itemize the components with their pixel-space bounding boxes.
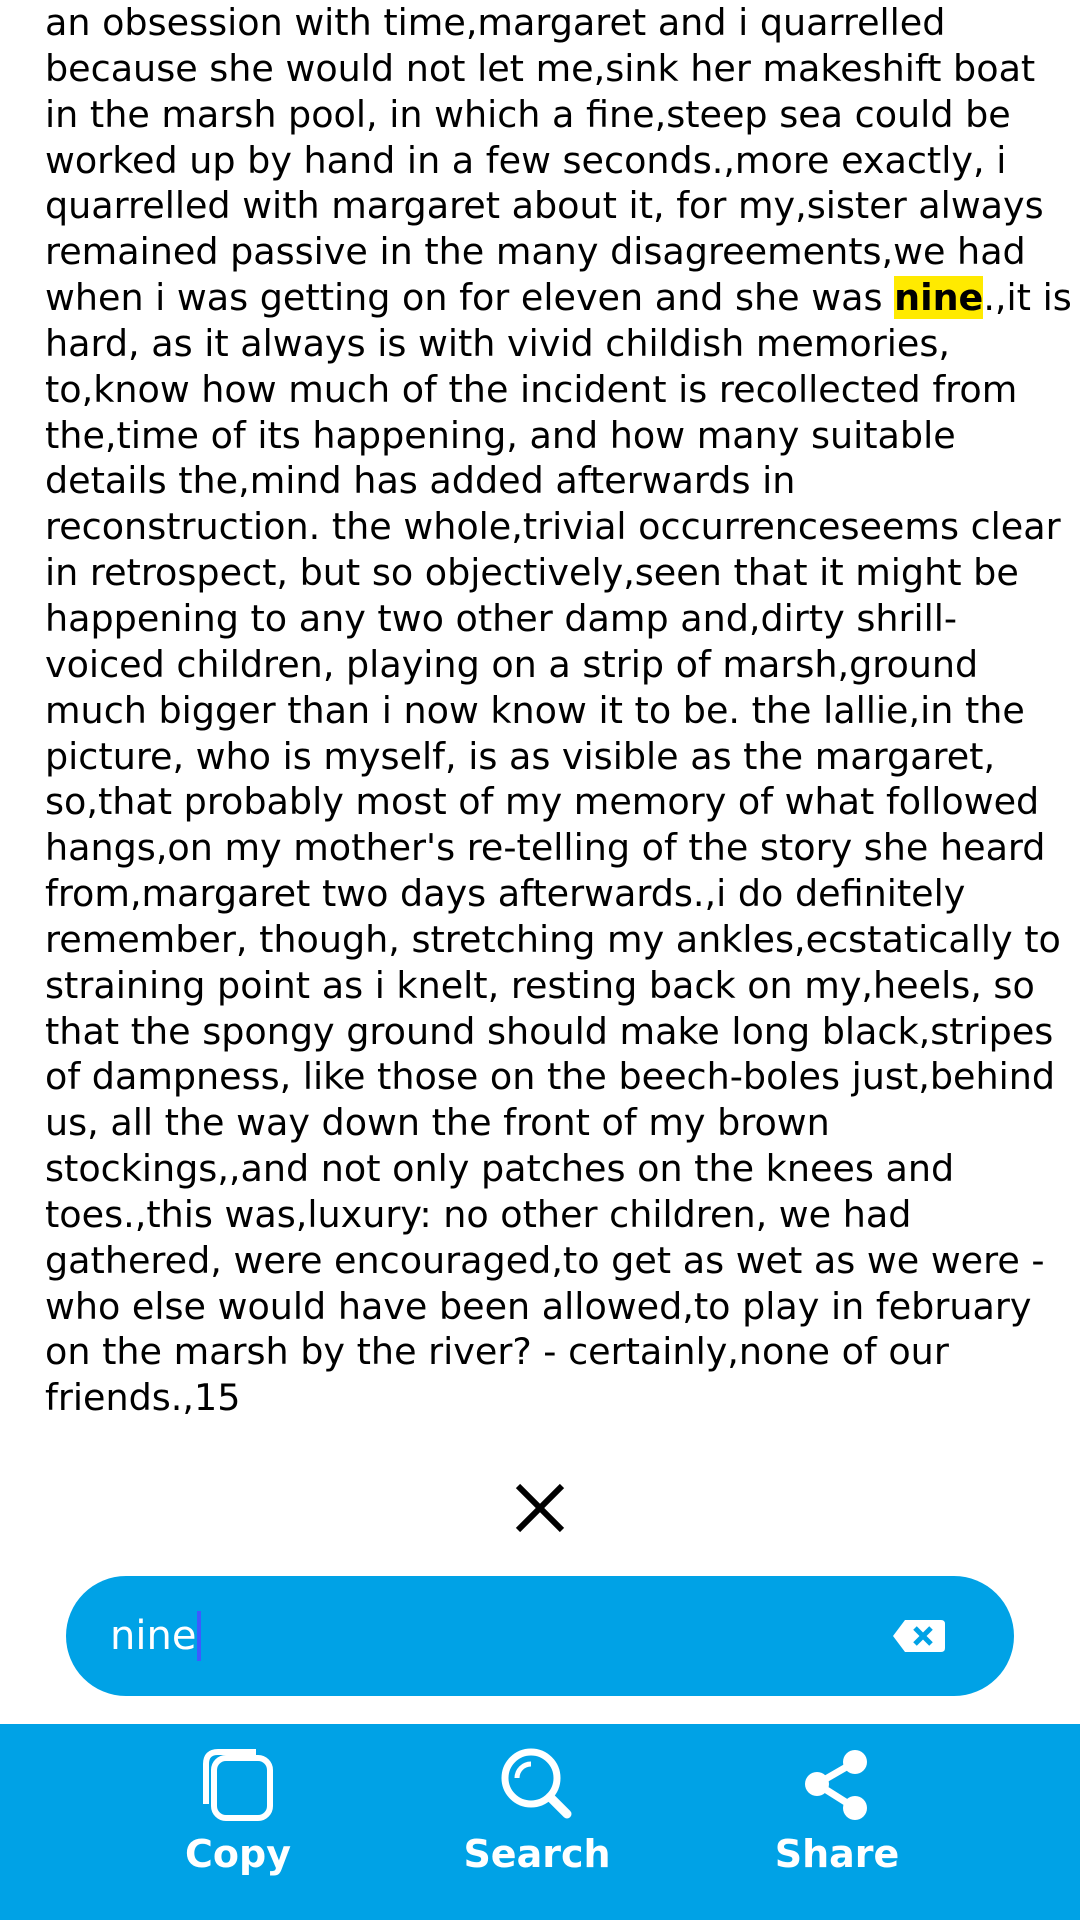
search-input[interactable]	[110, 1608, 201, 1664]
share-icon	[799, 1746, 875, 1824]
close-search-button[interactable]	[510, 1478, 570, 1538]
reader-line: that the spongy ground should make long black,stripes	[45, 1009, 1054, 1053]
reader-line	[45, 275, 1072, 321]
reader-line-text: .,it is	[983, 276, 1072, 320]
reader-line: stockings,,and not only patches on the knees and	[45, 1147, 955, 1191]
reader-line: because she would not let me,sink her makeshift boat	[45, 46, 1036, 90]
reader-line: in the marsh pool, in which a fine,steep sea could be	[45, 92, 1011, 136]
reader-line: so,that probably most of my memory of what followed	[45, 780, 1040, 824]
reader-line: quarrelled with margaret about it, for my,sister always	[45, 184, 1044, 228]
text-caret	[197, 1611, 201, 1661]
reader-text-body	[45, 0, 1072, 1421]
search-input-value: nine	[110, 1613, 197, 1659]
reader-line: much bigger than i now know it to be. the lallie,in the	[45, 688, 1025, 732]
reader-line: worked up by hand in a few seconds.,more exactly, i	[45, 138, 1007, 182]
reader-line: reconstruction. the whole,trivial occurrenceseems clear	[45, 505, 1061, 549]
share-button[interactable]	[717, 1724, 957, 1920]
bottom-toolbar	[0, 1724, 1080, 1920]
reader-line: to,know how much of the incident is recollected from	[45, 367, 1018, 411]
copy-button[interactable]	[118, 1724, 358, 1920]
reader-line: remained passive in the many disagreements,we had	[45, 230, 1026, 274]
reader-line: happening to any two other damp and,dirty shrill-	[45, 596, 958, 640]
reader-line: from,margaret two days afterwards.,i do definitely	[45, 872, 966, 916]
reader-line: straining point as i knelt, resting back on my,heels, so	[45, 963, 1035, 1007]
close-icon	[510, 1478, 570, 1538]
reader-line: toes.,this was,luxury: no other children, we had	[45, 1192, 912, 1236]
reader-line: hangs,on my mother's re-telling of the story she heard	[45, 826, 1046, 870]
copy-label: Copy	[185, 1832, 291, 1876]
reader-line: us, all the way down the front of my brown	[45, 1101, 830, 1145]
reader-line: gathered, were encouraged,to get as wet as we were -	[45, 1238, 1045, 1282]
reader-line: details the,mind has added afterwards in	[45, 459, 796, 503]
reader-line: friends.,15	[45, 1376, 241, 1420]
search-icon	[499, 1746, 575, 1824]
reader-line: in retrospect, but so objectively,seen that it might be	[45, 551, 1019, 595]
clear-search-button[interactable]	[891, 1618, 947, 1654]
reader-line: on the marsh by the river? - certainly,none of our	[45, 1330, 949, 1374]
reader-line: an obsession with time,margaret and i quarrelled	[45, 1, 946, 44]
reader-line: remember, though, stretching my ankles,ecstatically to	[45, 917, 1061, 961]
share-label: Share	[774, 1832, 900, 1876]
search-label: Search	[463, 1832, 611, 1876]
reader-line: voiced children, playing on a strip of marsh,ground	[45, 642, 979, 686]
search-match-highlight: nine	[894, 276, 984, 320]
reader-line: picture, who is myself, is as visible as the margaret,	[45, 734, 996, 778]
reader-line: who else would have been allowed,to play in february	[45, 1284, 1032, 1328]
reader-line: hard, as it always is with vivid childish memories,	[45, 321, 950, 365]
search-bar	[66, 1576, 1014, 1696]
search-button[interactable]	[417, 1724, 657, 1920]
backspace-clear-icon	[891, 1618, 947, 1654]
reader-line-text: when i was getting on for eleven and she was	[45, 276, 895, 320]
reader-line: the,time of its happening, and how many suitable	[45, 413, 956, 457]
reader-line: of dampness, like those on the beech-boles just,behind	[45, 1055, 1056, 1099]
copy-icon	[200, 1746, 276, 1824]
